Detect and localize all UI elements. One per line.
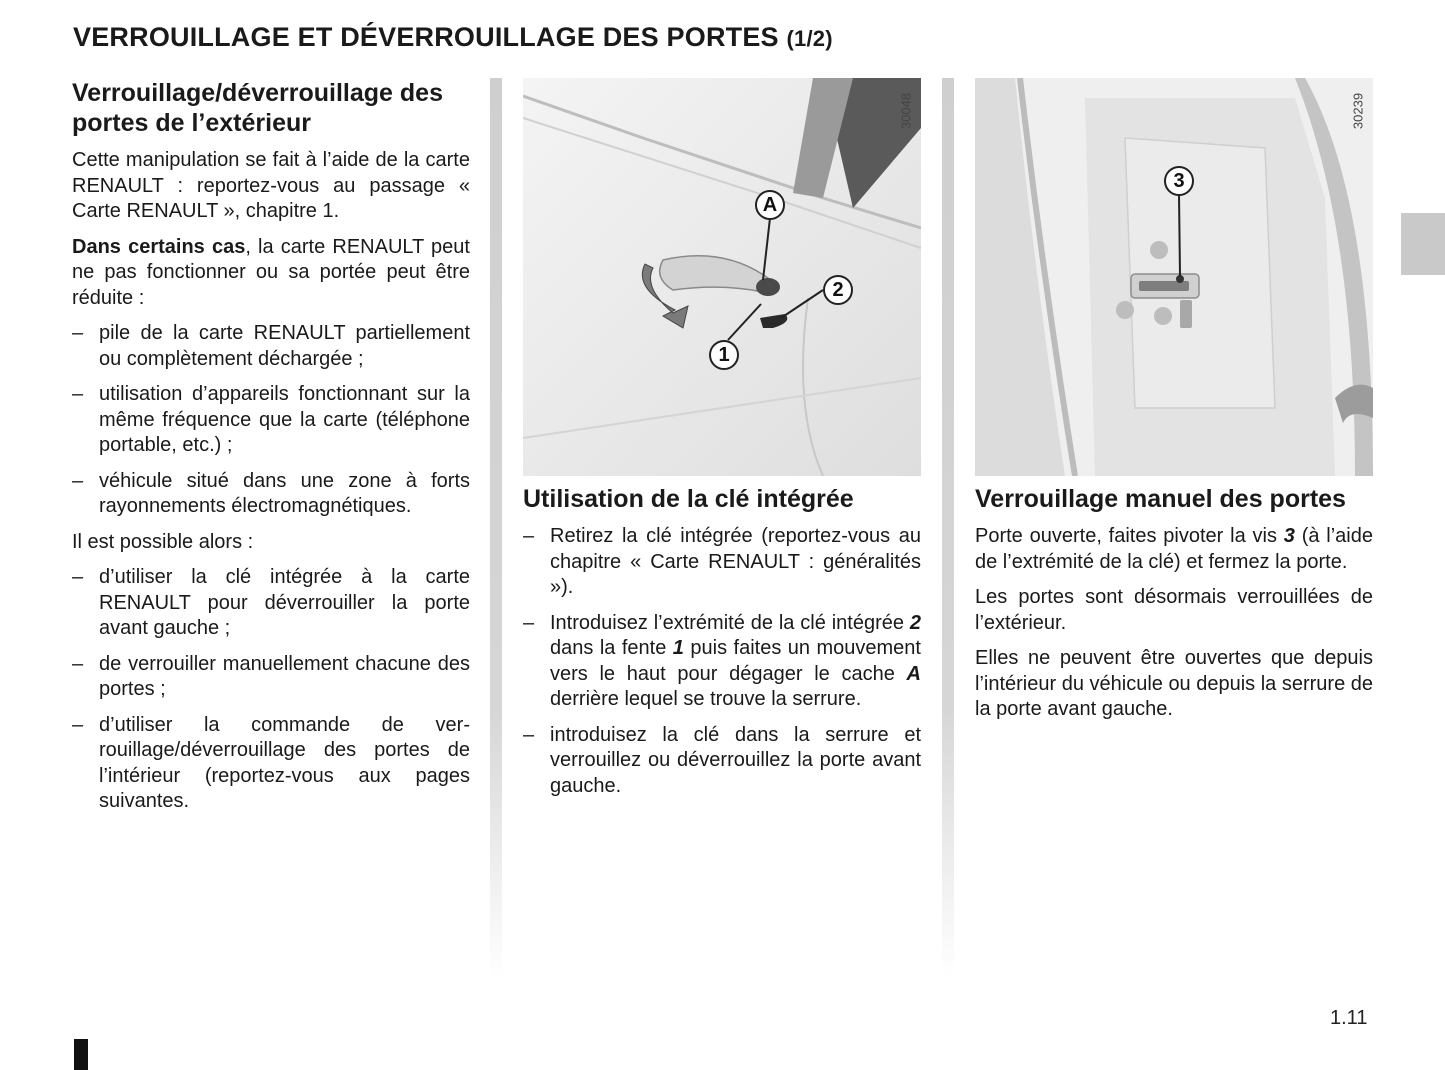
- list-options: [72, 565, 470, 815]
- step-text: dans la fente: [550, 637, 673, 659]
- page-title-main: VERROUILLAGE ET DÉVERROUILLAGE DES PORTES: [73, 22, 779, 52]
- door-latch-illustration: [975, 78, 1373, 476]
- step-text: puis faites un mouvement vers le haut pour dégager le cache: [550, 637, 921, 685]
- callout-1: 1: [709, 340, 739, 370]
- paragraph-certain-cases: [72, 235, 470, 312]
- figure-reference-text: 30048: [898, 92, 914, 130]
- certain-cases-rest: , la carte RENAULT peut ne pas fonctionner ou sa portée peut être réduite :: [72, 235, 470, 309]
- ref-1: 1: [672, 637, 684, 659]
- paragraph-possible: Il est possible alors :: [72, 530, 254, 553]
- list-item: – Retirez la clé intégrée (reportez-vous au chapitre « Carte RENAULT : généralités »).: [523, 524, 921, 601]
- column-manual-locking: [975, 78, 1373, 733]
- page-number: 1.11: [1330, 1007, 1368, 1029]
- step-text: Introduisez l’extrémité de la clé intégrée: [550, 611, 910, 634]
- list-item: – d’utiliser la clé intégrée à la carte RENAULT pour déverrouiller la porte avant gauche ;: [72, 565, 470, 642]
- figure-reference-text: 30239: [1350, 92, 1366, 130]
- list-key-steps: [523, 524, 921, 799]
- paragraph-locked: Les portes sont désormais verrouillées de l’extérieur.: [975, 586, 1373, 634]
- ref-3: 3: [1283, 525, 1295, 547]
- figure-door-latch: [975, 78, 1373, 476]
- list-item: – de verrouiller manuellement chacune des portes ;: [72, 652, 470, 703]
- paragraph-open-from: Elles ne peuvent être ouvertes que depuis l’intérieur du véhicule ou depuis la serrure de la porte avant gauche.: [975, 647, 1374, 720]
- callout-2: 2: [823, 275, 853, 305]
- section-heading-manual-locking: Verrouillage manuel des portes: [975, 485, 1346, 513]
- step-text: derrière lequel se trouve la serrure.: [550, 688, 862, 710]
- ref-2: 2: [909, 611, 921, 634]
- page-title: [73, 22, 833, 53]
- paragraph-text: Porte ouverte, faites pivoter la vis: [975, 525, 1284, 547]
- callout-a: A: [755, 190, 785, 220]
- list-item: – véhicule situé dans une zone à forts rayonnements électromagnétiques.: [72, 469, 470, 520]
- column-separator: [942, 78, 954, 978]
- paragraph-pivot-screw: [975, 524, 1373, 575]
- paragraph-text: (à l’aide de l’extrémité de la clé) et fermez la porte.: [975, 525, 1373, 573]
- figure-reference-number: [1349, 86, 1367, 136]
- figure-reference-number: [897, 86, 915, 136]
- list-causes: [72, 321, 470, 520]
- ref-a: A: [906, 662, 921, 685]
- column-exterior-locking: [72, 78, 470, 825]
- section-heading-exterior: Verrouillage/déverrouillage des portes de l’extérieur: [72, 79, 443, 137]
- list-item: [523, 611, 921, 713]
- list-item: – pile de la carte RENAULT partiellement ou complètement déchargée ;: [72, 321, 470, 372]
- certain-cases-bold: Dans certains cas: [72, 235, 246, 258]
- corner-mark: [74, 1039, 88, 1070]
- chapter-tab-marker: [1401, 213, 1445, 275]
- section-heading-integrated-key: Utilisation de la clé intégrée: [523, 485, 854, 513]
- door-handle-illustration: [523, 78, 921, 476]
- callout-3: 3: [1164, 166, 1194, 196]
- list-item: – introduisez la clé dans la serrure et verrouillez ou déverrouillez la porte avant gauche.: [523, 723, 921, 800]
- figure-door-handle: [523, 78, 921, 476]
- paragraph-card-usage: Cette manipulation se fait à l’aide de la carte RENAULT : reportez-vous au passage « Carte RENAULT », chapitre 1.: [72, 149, 470, 222]
- column-integrated-key: [523, 78, 921, 809]
- column-separator: [490, 78, 502, 978]
- page-title-part: (1/2): [786, 26, 833, 51]
- list-item: – utilisation d’appareils fonctionnant sur la même fréquence que la carte (téléphone portable, etc.) ;: [72, 382, 470, 459]
- list-item: – d’utiliser la commande de verrouillage/déverrouillage des portes de l’intérieur (reportez-vous aux pages suivantes.: [72, 713, 470, 815]
